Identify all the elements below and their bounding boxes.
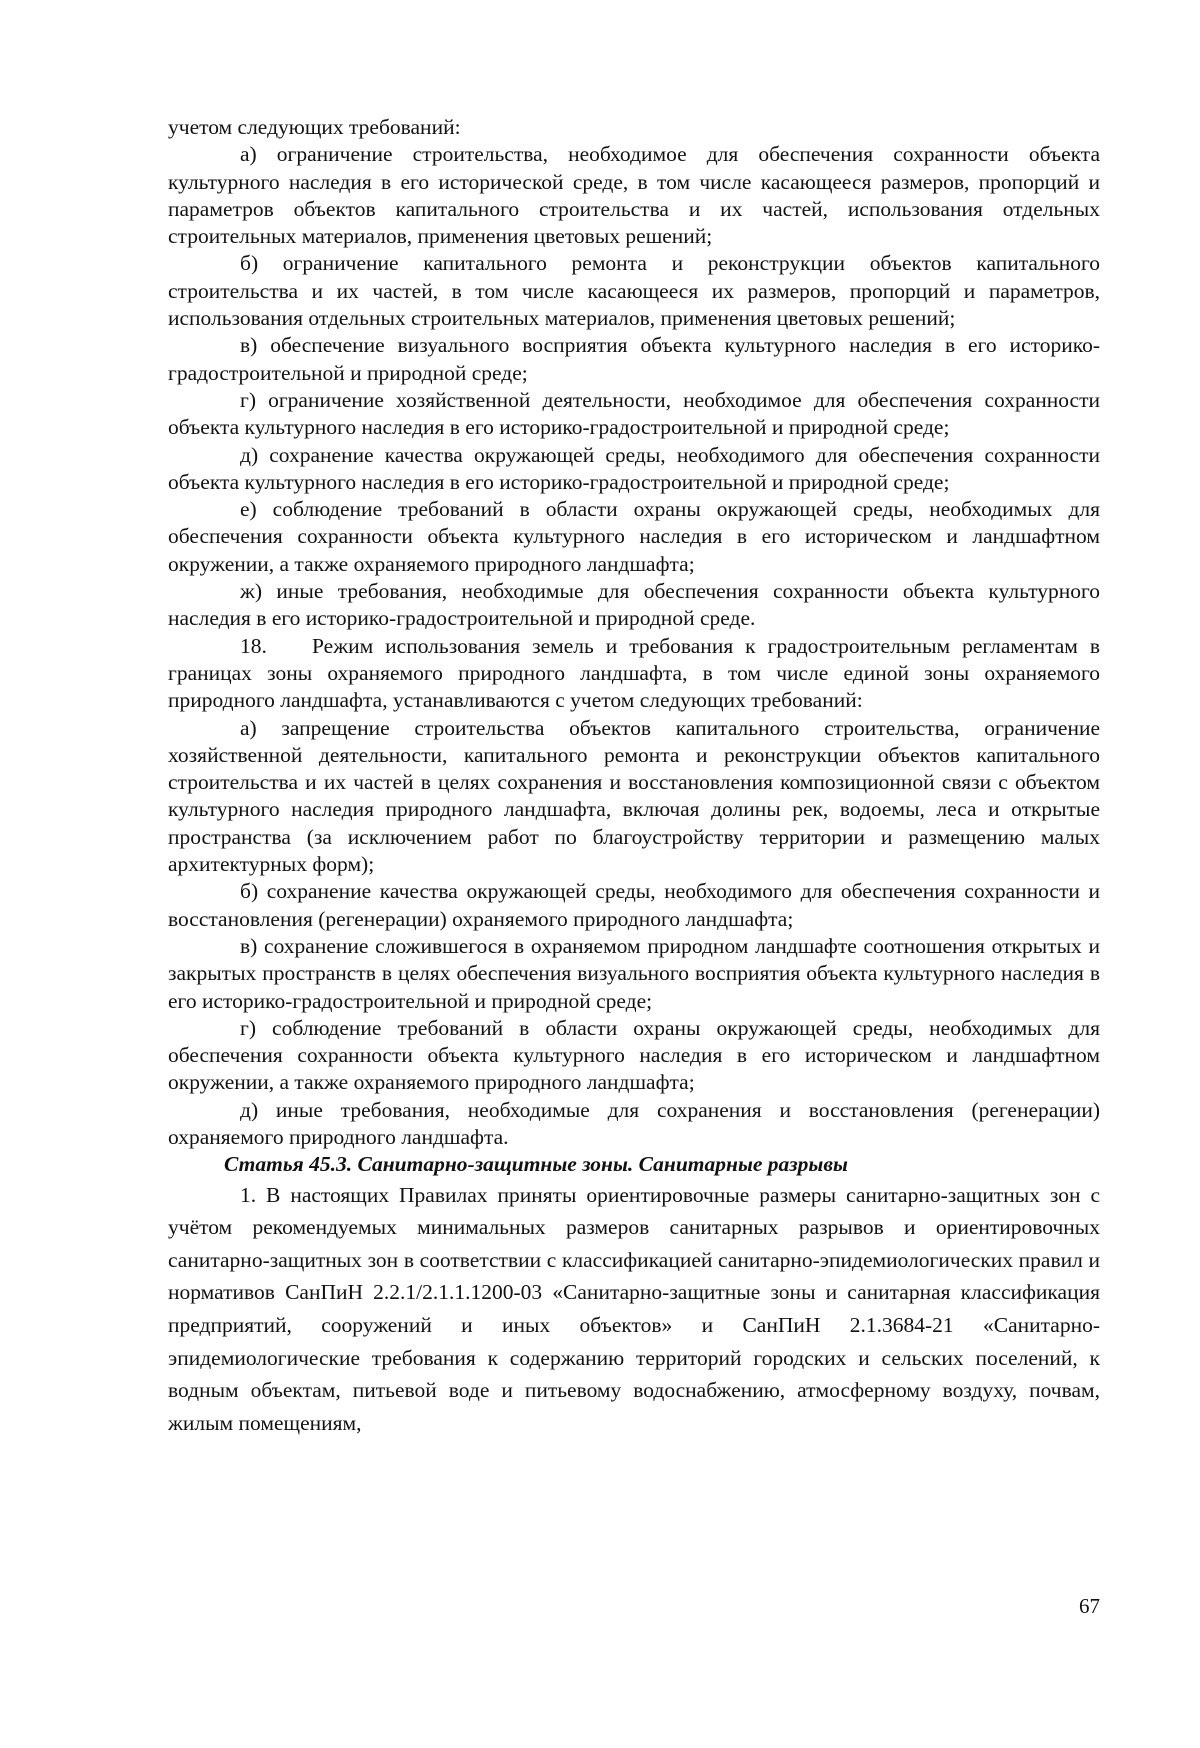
list-17-item-v: в) обеспечение визуального восприятия объекта культурного наследия в его историко-градостроительной и природной среде; [168, 333, 1100, 385]
list-18-item-v: в) сохранение сложившегося в охраняемом природном ландшафте соотношения открытых и закрытых пространств в целях обеспечения визуального восприятия объекта культурного наследия в его историко-градостроительной и природной среде; [168, 933, 1100, 1013]
list-18-item-a: а) запрещение строительства объектов капитального строительства, ограничение хозяйственной деятельности, капитального ремонта и реконструкции объектов капитального строительства и их частей в целях сохранения и восстановления композиционной связи с объектом культурного наследия природного ландшафта, включая долины рек, водоемы, леса и открытые пространства (за исключением работ по благоустройству территории и размещению малых архитектурных форм); [168, 715, 1100, 877]
article-paragraph-1: 1. В настоящих Правилах приняты ориентировочные размеры санитарно-защитных зон с учётом рекомендуемых минимальных размеров санитарных разрывов и ориентировочных санитарно-защитных зон в соответствии с классификацией санитарно-эпидемиологических правил и нормативов СанПиН 2.2.1/2.1.1.1200-03 «Санитарно-защитные зоны и санитарная классификация предприятий, сооружений и иных объектов» и СанПиН 2.1.3684-21 «Санитарно-эпидемиологические требования к содержанию территорий городских и сельских поселений, к водным объектам, питьевой воде и питьевому водоснабжению, атмосферному воздуху, почвам, жилым помещениям, [168, 1182, 1100, 1435]
intro-line: учетом следующих требований: [168, 115, 461, 139]
list-17-item-d: д) сохранение качества окружающей среды, необходимого для обеспечения сохранности объекта культурного наследия в его историко-градостроительной и природной среде; [168, 442, 1100, 494]
list-17-item-e: е) соблюдение требований в области охраны окружающей среды, необходимых для обеспечения сохранности объекта культурного наследия в его историческом и ландшафтном окружении, а также охраняемого природного ландшафта; [168, 497, 1100, 576]
list-18-item-g: г) соблюдение требований в области охраны окружающей среды, необходимых для обеспечения сохранности объекта культурного наследия в его историческом и ландшафтном окружении, а также охраняемого природного ландшафта; [168, 1015, 1100, 1095]
item-18-paragraph [168, 633, 1100, 715]
item-18-number: 18. [240, 633, 267, 658]
list-17-item-a: а) ограничение строительства, необходимое для обеспечения сохранности объекта культурного наследия в его исторической среде, в том числе касающееся размеров, пропорций и параметров объектов капитального строительства и их частей, использования отдельных строительных материалов, применения цветовых решений; [168, 142, 1100, 249]
item-18-text: Режим использования земель и требования к градостроительным регламентам в границах зоны охраняемого природного ландшафта, в том числе единой зоны охраняемого природного ландшафта, устанавливаются с учетом следующих требований: [168, 633, 1100, 713]
article-heading: Статья 45.3. Санитарно-защитные зоны. Санитарные разрывы [224, 1152, 848, 1177]
list-18-item-b: б) сохранение качества окружающей среды, необходимого для обеспечения сохранности и восстановления (регенерации) охраняемого природного ландшафта; [168, 879, 1100, 931]
page-number: 67 [1079, 1594, 1100, 1618]
list-17-item-zh: ж) иные требования, необходимые для обеспечения сохранности объекта культурного наследия в его историко-градостроительной и природной среде. [168, 579, 1100, 631]
document-body [168, 114, 1100, 1439]
list-18-item-d: д) иные требования, необходимые для сохранения и восстановления (регенерации) охраняемого природного ландшафта. [168, 1097, 1100, 1149]
list-17-item-g: г) ограничение хозяйственной деятельности, необходимое для обеспечения сохранности объекта культурного наследия в его историко-градостроительной и природной среде; [168, 387, 1100, 440]
list-17-item-b: б) ограничение капитального ремонта и реконструкции объектов капитального строительства и их частей, в том числе касающееся их размеров, пропорций и параметров, использования отдельных строительных материалов, применения цветовых решений; [168, 251, 1100, 331]
